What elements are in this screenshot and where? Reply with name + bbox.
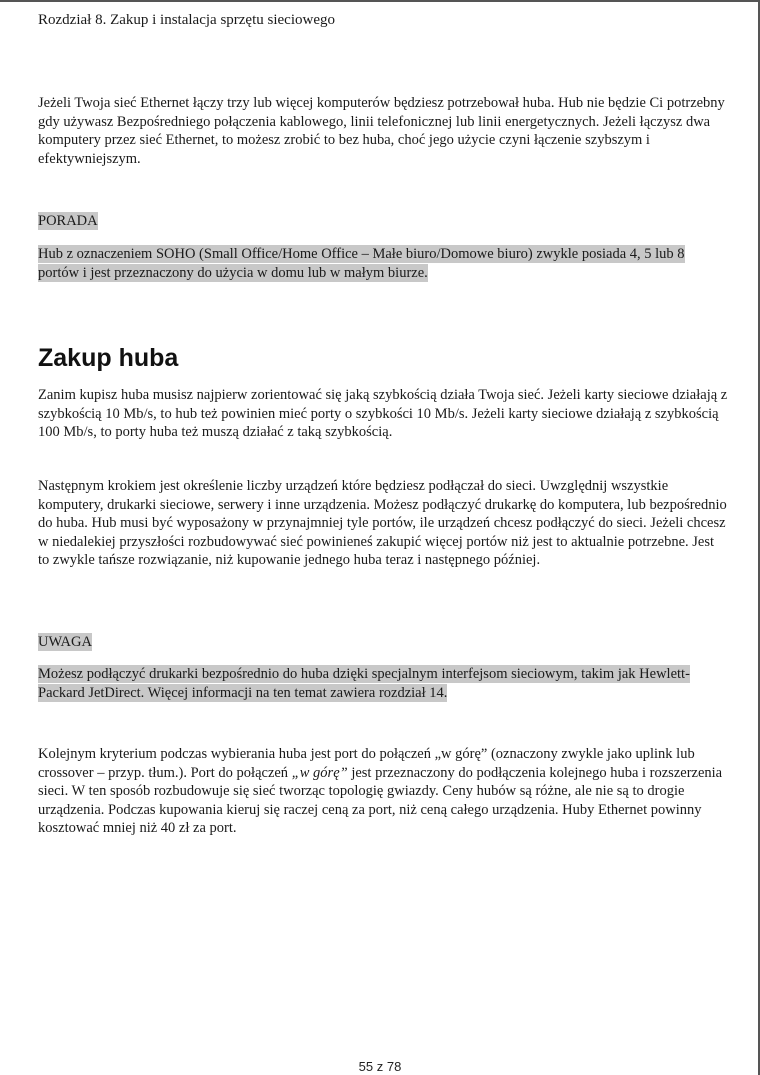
tip-label xyxy=(38,212,98,230)
running-header: Rozdział 8. Zakup i instalacja sprzętu sieciowego xyxy=(38,12,335,28)
page-number: 55 z 78 xyxy=(358,1059,402,1074)
closing-paragraph xyxy=(38,745,728,838)
warning-text: Możesz podłączyć drukarki bezpośrednio do huba dzięki specjalnym interfejsom sieciowym, takim jak Hewlett-Packard JetDirect. Więcej informacji na ten temat zawiera rozdział 14. xyxy=(38,666,690,701)
warning-label-text: UWAGA xyxy=(38,634,92,650)
section-paragraph-1: Zanim kupisz huba musisz najpierw zorientować się jaką szybkością działa Twoja sieć. Jeżeli karty sieciowe działają z szybkością 10 Mb/s, to hub też powinien mieć porty o szybkości 10 Mb/s. Jeżeli karty sieciowe działają z szybkością 100 Mb/s, to porty huba też muszą działać z taką szybkością. xyxy=(38,387,728,440)
tip-text: Hub z oznaczeniem SOHO (Small Office/Home Office – Małe biuro/Domowe biuro) zwykle posiada 4, 5 lub 8 portów i jest przeznaczony do użycia w domu lub w małym biurze. xyxy=(38,246,685,281)
warning-box xyxy=(38,665,728,702)
closing-text-after: jest przeznaczony do podłączenia kolejnego huba i rozszerzenia sieci. W ten sposób rozbudowuje się sieć tworząc topologię gwiazdy. Ceny hubów są różne, ale nie są to drogie urządzenia. Podczas kupowania kieruj się raczej ceną za port, niż ceną całego urządzenia. Huby Ethernet powinny kosztować mniej niż 40 zł za port. xyxy=(38,764,723,836)
tip-box xyxy=(38,245,728,282)
intro-paragraph: Jeżeli Twoja sieć Ethernet łączy trzy lub więcej komputerów będziesz potrzebował huba. Hub nie będzie Ci potrzebny gdy używasz Bezpośredniego połączenia kablowego, linii telefonicznej lub linii energetycznych. Jeżeli łączysz dwa komputery przez sieć Ethernet, to możesz zrobić to bez huba, choć jego użycie czyni łączenie szybszym i efektywniejszym. xyxy=(38,95,725,167)
closing-italic-quote: „w górę” xyxy=(291,764,348,781)
warning-label xyxy=(38,633,92,651)
section-heading: Zakup huba xyxy=(38,344,179,372)
section-paragraph-2: Następnym krokiem jest określenie liczby urządzeń które będziesz podłączał do sieci. Uwzględnij wszystkie komputery, drukarki sieciowe, serwery i inne urządzenia. Możesz podłączyć drukarkę do komputera, lub bezpośrednio do huba. Hub musi być wyposażony w przynajmniej tyle portów, ile urządzeń chcesz podłączyć do sieci. Jeżeli chcesz w niedalekiej przyszłości rozbudowywać sieć powinieneś zakupić więcej portów niż jest to aktualnie potrzebne. Jest to zwykle tańsze rozwiązanie, niż kupowanie jednego huba teraz i następnego później. xyxy=(38,478,727,568)
tip-label-text: PORADA xyxy=(38,213,98,229)
closing-text-before: Kolejnym kryterium podczas wybierania huba jest port do połączeń „w górę” (oznaczony zwykle jako uplink lub crossover – przyp. tłum.). Port do połączeń xyxy=(38,746,695,781)
